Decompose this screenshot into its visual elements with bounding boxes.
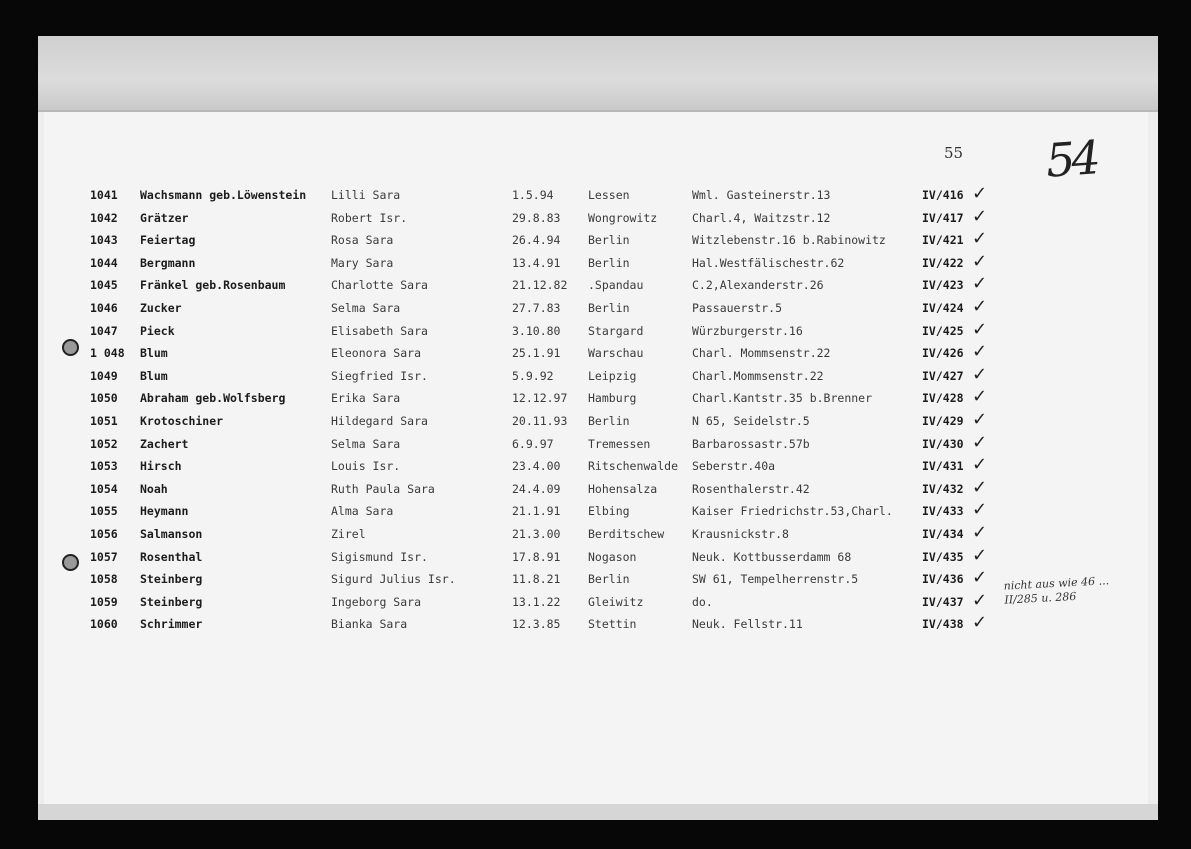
cell-ref: IV/431 [922, 459, 964, 474]
cell-num: 1047 [90, 323, 118, 338]
cell-num: 1056 [90, 527, 118, 541]
cell-address: Charl.Mommsenstr.22 [692, 368, 824, 383]
cell-ref: IV/437 [922, 594, 964, 609]
cell-address: Neuk. Kottbusserdamm 68 [692, 549, 852, 564]
check-mark-icon: ✓ [972, 589, 988, 611]
cell-given: Sigismund Isr. [331, 549, 428, 564]
cell-ref: IV/417 [922, 210, 964, 225]
cell-date: 23.4.00 [512, 459, 561, 474]
check-mark-icon: ✓ [972, 612, 988, 634]
cell-given: Mary Sara [331, 255, 394, 270]
cell-given: Louis Isr. [331, 459, 401, 474]
cell-date: 24.4.09 [512, 481, 561, 496]
cell-surname: Blum [140, 346, 168, 361]
cell-ref: IV/422 [922, 255, 964, 270]
check-mark-icon: ✓ [972, 341, 988, 363]
cell-num: 1046 [90, 301, 118, 315]
check-mark-icon: ✓ [972, 431, 988, 453]
table-row [38, 183, 1158, 208]
cell-surname: Grätzer [140, 210, 189, 225]
cell-ref: IV/433 [922, 504, 964, 519]
check-mark-icon: ✓ [972, 363, 988, 385]
cell-date: 5.9.92 [512, 368, 554, 383]
check-mark-icon: ✓ [972, 522, 988, 543]
cell-place: Berlin [588, 233, 630, 248]
cell-date: 12.12.97 [512, 391, 568, 406]
cell-address: Neuk. Fellstr.11 [692, 617, 803, 632]
cell-given: Charlotte Sara [331, 278, 428, 293]
cell-place: Hamburg [588, 391, 637, 406]
cell-surname: Rosenthal [140, 549, 203, 564]
cell-date: 29.8.83 [512, 210, 561, 225]
cell-surname: Wachsmann geb.Löwenstein [140, 188, 307, 202]
cell-ref: IV/427 [922, 368, 964, 383]
cell-num: 1043 [90, 233, 118, 248]
cell-address: Würzburgerstr.16 [692, 323, 803, 338]
punch-hole-icon [62, 339, 79, 356]
cell-address: C.2,Alexanderstr.26 [692, 278, 824, 293]
cell-place: Berlin [588, 301, 630, 315]
table-row [38, 499, 1158, 524]
table-row [38, 476, 1158, 502]
cell-address: Charl.Kantstr.35 b.Brenner [692, 391, 873, 406]
check-mark-icon: ✓ [972, 567, 988, 589]
cell-num: 1057 [90, 549, 118, 564]
cell-date: 21.12.82 [512, 278, 568, 293]
cell-num: 1059 [90, 594, 118, 609]
page-top-strip [38, 36, 1158, 112]
check-mark-icon: ✓ [972, 386, 988, 408]
cell-place: Stettin [588, 617, 637, 632]
cell-given: Ingeborg Sara [331, 594, 422, 609]
cell-date: 13.1.22 [512, 594, 561, 609]
cell-date: 13.4.91 [512, 255, 561, 270]
cell-ref: IV/421 [922, 233, 964, 248]
cell-date: 11.8.21 [512, 572, 561, 587]
cell-given: Robert Isr. [331, 210, 408, 225]
page-bottom-strip [38, 804, 1158, 820]
check-mark-icon: ✓ [972, 544, 988, 566]
document-page [38, 36, 1158, 820]
cell-address: Rosenthalerstr.42 [692, 481, 810, 496]
cell-address: Krausnickstr.8 [692, 527, 789, 541]
cell-given: Elisabeth Sara [331, 323, 428, 338]
check-mark-icon: ✓ [972, 296, 988, 317]
cell-num: 1051 [90, 414, 118, 428]
cell-given: Siegfried Isr. [331, 368, 428, 383]
cell-surname: Noah [140, 481, 168, 496]
cell-ref: IV/424 [922, 301, 964, 315]
cell-place: Berlin [588, 255, 630, 270]
cell-num: 1 048 [90, 346, 125, 361]
cell-surname: Steinberg [140, 572, 203, 587]
cell-num: 1045 [90, 278, 118, 293]
cell-place: Leipzig [588, 368, 637, 383]
cell-given: Bianka Sara [331, 617, 408, 632]
cell-place: Wongrowitz [588, 210, 658, 225]
check-mark-icon: ✓ [972, 476, 988, 498]
cell-surname: Heymann [140, 504, 189, 519]
cell-date: 3.10.80 [512, 323, 561, 338]
cell-date: 21.1.91 [512, 504, 561, 519]
check-mark-icon: ✓ [972, 318, 988, 340]
punch-hole-icon [62, 554, 79, 571]
cell-ref: IV/432 [922, 481, 964, 496]
cell-date: 25.1.91 [512, 346, 561, 361]
cell-address: Hal.Westfälischestr.62 [692, 255, 845, 270]
cell-given: Selma Sara [331, 436, 401, 451]
check-mark-icon: ✓ [972, 273, 988, 295]
cell-ref: IV/436 [922, 572, 964, 587]
cell-given: Ruth Paula Sara [331, 481, 435, 496]
cell-surname: Hirsch [140, 459, 182, 474]
check-mark-icon: ✓ [972, 454, 988, 476]
cell-ref: IV/435 [922, 549, 964, 564]
cell-place: Nogason [588, 549, 637, 564]
cell-place: .Spandau [588, 278, 644, 293]
cell-address: Passauerstr.5 [692, 301, 783, 315]
cell-num: 1049 [90, 368, 118, 383]
cell-given: Lilli Sara [331, 188, 401, 202]
check-mark-icon: ✓ [972, 250, 988, 272]
table-row [38, 522, 1158, 547]
cell-place: Elbing [588, 504, 630, 519]
check-mark-icon: ✓ [972, 205, 988, 227]
cell-place: Lessen [588, 188, 630, 202]
table-row [38, 612, 1158, 637]
cell-num: 1052 [90, 436, 118, 451]
table-row [38, 386, 1158, 411]
cell-given: Selma Sara [331, 301, 401, 315]
cell-num: 1044 [90, 255, 118, 270]
cell-surname: Blum [140, 368, 168, 383]
check-mark-icon: ✓ [972, 183, 988, 204]
check-mark-icon: ✓ [972, 409, 988, 430]
cell-date: 27.7.83 [512, 301, 561, 315]
cell-address: Seberstr.40a [692, 459, 776, 474]
cell-surname: Feiertag [140, 233, 196, 248]
cell-date: 26.4.94 [512, 233, 561, 248]
cell-given: Hildegard Sara [331, 414, 428, 428]
check-mark-icon: ✓ [972, 228, 988, 250]
table-row [38, 273, 1158, 298]
cell-place: Tremessen [588, 436, 651, 451]
cell-address: Kaiser Friedrichstr.53,Charl. [692, 504, 893, 519]
cell-date: 12.3.85 [512, 617, 561, 632]
table-row [38, 205, 1158, 231]
cell-place: Berditschew [588, 527, 665, 541]
cell-place: Hohensalza [588, 481, 658, 496]
table-row [38, 567, 1158, 592]
cell-given: Erika Sara [331, 391, 401, 406]
table-row [38, 363, 1158, 389]
cell-date: 6.9.97 [512, 436, 554, 451]
page-number: 55 [944, 144, 964, 162]
table-row [38, 250, 1158, 276]
cell-ref: IV/429 [922, 414, 964, 428]
handwritten-page-number: 54 [1044, 130, 1099, 188]
table-row [38, 296, 1158, 321]
cell-given: Alma Sara [331, 504, 394, 519]
cell-surname: Steinberg [140, 594, 203, 609]
table-row [38, 341, 1158, 366]
cell-address: Charl. Mommsenstr.22 [692, 346, 831, 361]
table-row [38, 228, 1158, 253]
cell-address: Witzlebenstr.16 b.Rabinowitz [692, 233, 886, 248]
cell-place: Ritschenwalde [588, 459, 679, 474]
cell-surname: Fränkel geb.Rosenbaum [140, 278, 286, 293]
cell-given: Rosa Sara [331, 233, 394, 248]
table-row [38, 544, 1158, 570]
cell-address: Wml. Gasteinerstr.13 [692, 188, 831, 202]
cell-num: 1050 [90, 391, 118, 406]
cell-place: Warschau [588, 346, 644, 361]
cell-surname: Schrimmer [140, 617, 203, 632]
cell-num: 1042 [90, 210, 118, 225]
table-row [38, 454, 1158, 479]
cell-given: Sigurd Julius Isr. [331, 572, 456, 587]
cell-place: Berlin [588, 414, 630, 428]
cell-num: 1060 [90, 617, 118, 632]
cell-num: 1055 [90, 504, 118, 519]
cell-place: Berlin [588, 572, 630, 587]
cell-ref: IV/416 [922, 188, 964, 202]
cell-ref: IV/434 [922, 527, 964, 541]
table-row [38, 318, 1158, 344]
cell-date: 1.5.94 [512, 188, 554, 202]
cell-place: Stargard [588, 323, 644, 338]
cell-ref: IV/428 [922, 391, 964, 406]
table-row [38, 431, 1158, 457]
cell-surname: Krotoschiner [140, 414, 224, 428]
cell-ref: IV/430 [922, 436, 964, 451]
cell-address: Charl.4, Waitzstr.12 [692, 210, 831, 225]
cell-surname: Pieck [140, 323, 175, 338]
cell-ref: IV/426 [922, 346, 964, 361]
cell-ref: IV/438 [922, 617, 964, 632]
cell-surname: Abraham geb.Wolfsberg [140, 391, 286, 406]
cell-ref: IV/423 [922, 278, 964, 293]
cell-date: 21.3.00 [512, 527, 561, 541]
cell-surname: Zucker [140, 301, 182, 315]
cell-place: Gleiwitz [588, 594, 644, 609]
cell-surname: Zachert [140, 436, 189, 451]
cell-num: 1041 [90, 188, 118, 202]
cell-ref: IV/425 [922, 323, 964, 338]
cell-address: Barbarossastr.57b [692, 436, 810, 451]
cell-num: 1058 [90, 572, 118, 587]
cell-date: 20.11.93 [512, 414, 568, 428]
check-mark-icon: ✓ [972, 499, 988, 521]
cell-given: Zirel [331, 527, 366, 541]
cell-date: 17.8.91 [512, 549, 561, 564]
cell-given: Eleonora Sara [331, 346, 422, 361]
cell-address: do. [692, 594, 713, 609]
cell-num: 1054 [90, 481, 118, 496]
cell-address: N 65, Seidelstr.5 [692, 414, 810, 428]
cell-surname: Bergmann [140, 255, 196, 270]
cell-address: SW 61, Tempelherrenstr.5 [692, 572, 859, 587]
cell-num: 1053 [90, 459, 118, 474]
marginal-note: nicht aus wie 46 ... II/285 u. 286 [1003, 574, 1110, 607]
table-row [38, 409, 1158, 434]
cell-surname: Salmanson [140, 527, 203, 541]
